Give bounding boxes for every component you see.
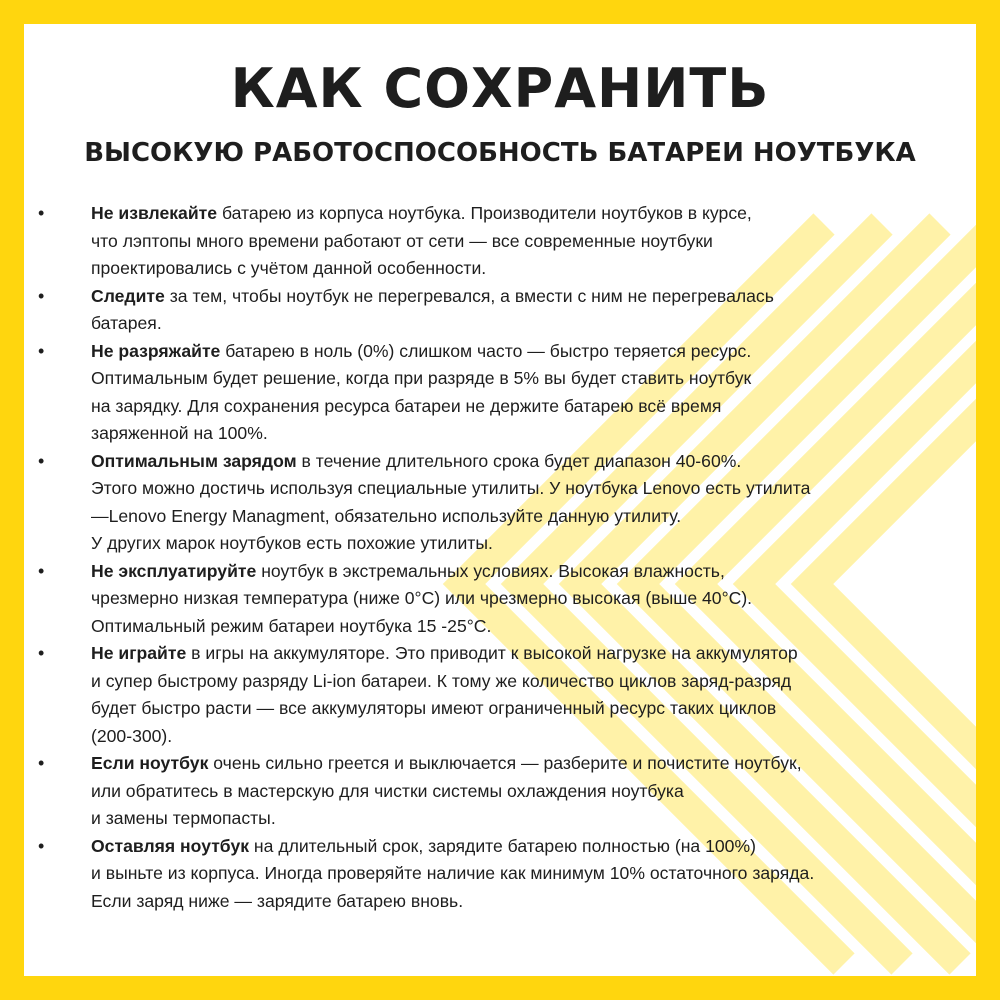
tip-line: Если заряд ниже — зарядите батарею вновь. xyxy=(91,890,464,911)
bullet-icon: • xyxy=(38,560,45,581)
tip-line: (200-300). xyxy=(91,725,173,746)
tip-line: Не извлекайте батарею из корпуса ноутбука. Производители ноутбуков в курсе, xyxy=(91,203,752,223)
page-title: КАК СОХРАНИТЬ xyxy=(230,57,770,120)
tip-line: Не разряжайте батарею в ноль (0%) слишком часто — быстро теряется ресурс. xyxy=(91,340,752,361)
tip-line: Следите за тем, чтобы ноутбук не перегревался, а вмести с ним не перегревалась xyxy=(91,285,774,306)
tip-line: Этого можно достичь используя специальные утилиты. У ноутбука Lenovo есть утилита xyxy=(91,478,811,498)
tip-item xyxy=(24,833,976,916)
tip-line: заряженной на 100%. xyxy=(91,423,268,443)
tip-line: что лэптопы много времени работают от сети — все современные ноутбуки xyxy=(91,230,713,251)
tip-item xyxy=(24,283,976,338)
tip-line: Если ноутбук очень сильно греется и выключается — разберите и почистите ноутбук, xyxy=(91,753,802,773)
tip-line: Не эксплуатируйте ноутбук в экстремальных условиях. Высокая влажность, xyxy=(91,560,725,581)
tip-line: —Lenovo Energy Managment, обязательно используйте данную утилиту. xyxy=(91,505,682,526)
tip-lead: Оптимальным зарядом xyxy=(91,450,297,471)
tip-line: и замены термопасты. xyxy=(91,808,276,828)
bullet-icon: • xyxy=(38,835,45,856)
tip-line: У других марок ноутбуков есть похожие утилиты. xyxy=(91,533,493,553)
tip-line: или обратитесь в мастерскую для чистки системы охлаждения ноутбука xyxy=(91,780,684,801)
content-card xyxy=(24,24,976,976)
tip-line: Оптимальным будет решение, когда при разряде в 5% вы будет ставить ноутбук xyxy=(91,368,752,388)
tips-list xyxy=(24,200,976,915)
tip-line: Оставляя ноутбук на длительный срок, зарядите батарею полностью (на 100%) xyxy=(91,835,756,856)
tip-line: батарея. xyxy=(91,313,162,333)
bullet-icon: • xyxy=(38,285,45,306)
tip-item xyxy=(24,338,976,448)
bullet-icon: • xyxy=(38,753,45,773)
tip-item xyxy=(24,640,976,750)
tip-lead: Следите xyxy=(91,285,165,306)
tip-line: Оптимальным зарядом в течение длительного срока будет диапазон 40-60%. xyxy=(91,450,742,471)
tip-line: Не играйте в игры на аккумуляторе. Это приводит к высокой нагрузке на аккумулятор xyxy=(91,643,798,663)
tip-item xyxy=(24,200,976,283)
tip-line: Оптимальный режим батареи ноутбука 15 -25°С. xyxy=(91,615,492,636)
bullet-icon: • xyxy=(38,450,45,471)
tip-lead: Не разряжайте xyxy=(91,340,221,361)
tip-line: и выньте из корпуса. Иногда проверяйте наличие как минимум 10% остаточного заряда. xyxy=(91,863,815,883)
tip-lead: Не эксплуатируйте xyxy=(91,560,257,581)
tip-lead: Не играйте xyxy=(91,643,187,663)
tip-item xyxy=(24,448,976,558)
tip-line: и супер быстрому разряду Li-ion батареи. К тому же количество циклов заряд-разряд xyxy=(91,670,792,691)
tip-lead: Оставляя ноутбук xyxy=(91,835,250,856)
bullet-icon: • xyxy=(38,643,45,663)
bullet-icon: • xyxy=(38,203,45,223)
tip-line: на зарядку. Для сохранения ресурса батареи не держите батарею всё время xyxy=(91,395,722,416)
tip-line: проектировались с учётом данной особенности. xyxy=(91,258,487,278)
bullet-icon: • xyxy=(38,340,45,361)
tip-item xyxy=(24,558,976,641)
tip-line: чрезмерно низкая температура (ниже 0°С) или чрезмерно высокая (выше 40°С). xyxy=(91,588,753,608)
tip-item xyxy=(24,750,976,833)
tip-line: будет быстро расти — все аккумуляторы имеют ограниченный ресурс таких циклов xyxy=(91,698,777,718)
tip-lead: Если ноутбук xyxy=(91,753,209,773)
page-subtitle: ВЫСОКУЮ РАБОТОСПОСОБНОСТЬ БАТАРЕИ НОУТБУКА xyxy=(84,138,916,168)
tip-lead: Не извлекайте xyxy=(91,203,218,223)
